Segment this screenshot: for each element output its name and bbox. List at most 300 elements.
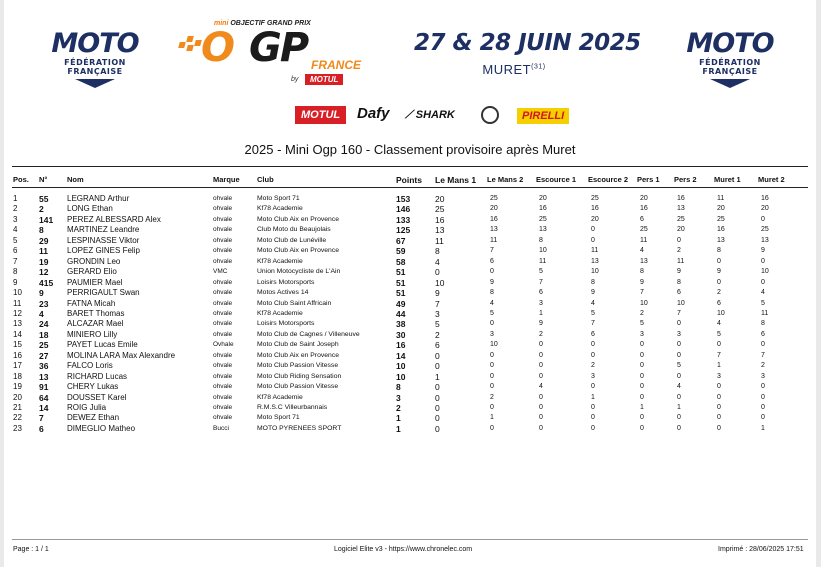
cell-lm1: 11 [435, 235, 444, 246]
cell-pers2: 2 [677, 247, 681, 255]
cell-mur1: 4 [717, 320, 721, 328]
cell-pers1: 1 [640, 404, 644, 411]
cell-esc1: 4 [539, 383, 543, 391]
cell-pos: 14 [13, 329, 22, 339]
cell-club: Loisirs Motorsports [257, 320, 315, 328]
cell-pos: 16 [13, 350, 22, 360]
cell-lm1: 0 [435, 382, 440, 393]
cell-mur1: 0 [717, 414, 721, 422]
cell-num: 19 [39, 256, 49, 267]
cell-pers1: 4 [640, 247, 644, 255]
cell-marque: Bucci [213, 424, 229, 432]
table-row [4, 267, 816, 278]
table-row [4, 309, 816, 320]
cell-marque: ohvale [213, 320, 233, 328]
cell-lm1: 0 [435, 413, 440, 424]
ffm-chevron-icon [710, 79, 750, 88]
cell-pers1: 7 [640, 289, 644, 297]
cell-mur1: 8 [717, 247, 721, 255]
cell-num: 11 [39, 246, 48, 257]
cell-num: 2 [39, 204, 44, 215]
cell-esc2: 0 [591, 226, 595, 234]
cell-esc2: 0 [591, 404, 595, 411]
cell-esc2: 4 [591, 299, 595, 307]
cell-mur1: 0 [717, 424, 721, 432]
header-lm2: Le Mans 2 [487, 175, 524, 184]
table-row [4, 361, 816, 372]
ffm-logo-right [684, 30, 776, 88]
cell-points: 51 [396, 267, 406, 278]
cell-mur2: 16 [761, 195, 769, 202]
cell-esc1: 0 [539, 341, 543, 349]
cell-points: 51 [396, 277, 406, 288]
cell-name: GERARD Elio [67, 267, 117, 277]
cell-mur2: 5 [761, 299, 765, 307]
cell-num: 27 [39, 350, 49, 361]
cell-points: 1 [396, 423, 401, 434]
cell-lm2: 16 [490, 215, 498, 223]
cell-mur2: 3 [761, 372, 765, 380]
cell-club: Moto Club Passion Vitesse [257, 383, 339, 391]
cell-mur2: 0 [761, 404, 765, 411]
cell-points: 49 [396, 298, 406, 309]
cell-name: ROIG Julia [67, 403, 107, 412]
table-row [4, 319, 816, 330]
cell-lm1: 6 [435, 340, 440, 351]
cell-lm2: 0 [490, 424, 494, 432]
cell-mur1: 0 [717, 341, 721, 349]
cell-esc2: 13 [591, 257, 599, 265]
cell-esc2: 0 [591, 424, 595, 432]
ogp-by: by [291, 76, 299, 83]
cell-pers1: 0 [640, 424, 644, 432]
cell-mur1: 2 [717, 289, 721, 297]
cell-pers2: 25 [677, 215, 685, 223]
ffm-logo-line2: FRANÇAISE [67, 67, 123, 76]
cell-mur1: 0 [717, 257, 721, 265]
cell-pers2: 6 [677, 289, 681, 297]
ogp-gp-mark: GP [249, 25, 308, 71]
cell-pers2: 0 [677, 372, 681, 380]
cell-pers2: 0 [677, 393, 681, 401]
header-mur1: Muret 1 [714, 175, 741, 184]
cell-esc1: 0 [539, 372, 543, 380]
cell-pers2: 9 [677, 268, 681, 276]
event-info [414, 30, 641, 77]
table-row [4, 225, 816, 236]
cell-name: LOPEZ GINES Felip [67, 246, 140, 256]
cell-pos: 6 [13, 246, 18, 256]
cell-points: 30 [396, 329, 406, 340]
cell-club: MOTO PYRENEES SPORT [257, 424, 342, 432]
cell-lm2: 0 [490, 372, 494, 380]
cell-mur2: 0 [761, 414, 765, 422]
cell-points: 133 [396, 214, 411, 225]
cell-points: 10 [396, 361, 406, 372]
table-row [4, 299, 816, 310]
cell-club: Moto Club Aix en Provence [257, 247, 339, 255]
cell-pers1: 0 [640, 383, 644, 391]
cell-mur2: 7 [761, 351, 765, 359]
cell-pers2: 4 [677, 383, 681, 391]
ffm-chevron-icon [75, 79, 115, 88]
cell-points: 44 [396, 308, 406, 319]
header-club: Club [257, 175, 274, 184]
cell-lm2: 0 [490, 320, 494, 328]
cell-pers2: 8 [677, 278, 681, 286]
cell-lm1: 16 [435, 214, 445, 225]
header-pers1: Pers 1 [637, 175, 660, 184]
cell-num: 24 [39, 319, 49, 330]
cell-lm2: 0 [490, 404, 494, 411]
cell-points: 3 [396, 392, 401, 403]
cell-pers1: 8 [640, 268, 644, 276]
cell-mur1: 3 [717, 372, 721, 380]
cell-name: FATNA Micah [67, 298, 116, 308]
cell-lm2: 9 [490, 278, 494, 286]
ffm-logo-word: MOTO [51, 28, 139, 59]
table-row [4, 246, 816, 257]
cell-mur1: 16 [717, 226, 725, 234]
cell-lm1: 13 [435, 225, 445, 236]
cell-name: PERRIGAULT Swan [67, 288, 140, 298]
cell-points: 8 [396, 382, 401, 393]
cell-points: 2 [396, 403, 401, 413]
cell-points: 58 [396, 256, 406, 267]
cell-lm1: 2 [435, 329, 440, 340]
cell-name: PEREZ ALBESSARD Alex [67, 214, 161, 224]
cell-club: R.M.S.C Villeurbannais [257, 404, 328, 411]
cell-marque: ohvale [213, 414, 233, 422]
cell-lm2: 5 [490, 309, 494, 317]
cell-points: 1 [396, 413, 401, 424]
cell-lm2: 1 [490, 414, 494, 422]
cell-pers2: 3 [677, 330, 681, 338]
table-row [4, 382, 816, 393]
cell-marque: ohvale [213, 247, 233, 255]
ffm-logo-word: MOTO [686, 28, 774, 59]
cell-club: Moto Club Riding Sensation [257, 372, 342, 380]
cell-lm1: 0 [435, 350, 440, 361]
cell-pos: 20 [13, 392, 22, 402]
cell-club: Moto Sport 71 [257, 195, 300, 202]
cell-lm2: 0 [490, 383, 494, 391]
cell-esc1: 0 [539, 393, 543, 401]
cell-esc1: 8 [539, 236, 543, 244]
table-row [4, 330, 816, 341]
cell-club: Moto Club Aix en Provence [257, 215, 339, 223]
footer-printed: Imprimé : 28/06/2025 17:51 [718, 546, 804, 553]
cell-pers1: 5 [640, 320, 644, 328]
cell-pos: 4 [13, 225, 18, 235]
cell-name: LONG Ethan [67, 204, 113, 214]
header-esc2: Escource 2 [588, 175, 629, 184]
cell-club: Club Moto du Beaujolais [257, 226, 331, 234]
cell-num: 9 [39, 288, 44, 299]
header-marque: Marque [213, 175, 240, 184]
cell-mur2: 2 [761, 362, 765, 370]
cell-pers2: 11 [677, 257, 685, 265]
cell-pos: 19 [13, 382, 22, 392]
cell-lm1: 8 [435, 246, 440, 257]
cell-lm2: 8 [490, 289, 494, 297]
cell-club: Moto Club Passion Vitesse [257, 362, 339, 370]
cell-lm1: 20 [435, 194, 445, 204]
cell-pers2: 0 [677, 424, 681, 432]
cell-num: 36 [39, 361, 49, 372]
cell-club: Kf78 Academie [257, 393, 303, 401]
cell-pers2: 7 [677, 309, 681, 317]
cell-lm2: 6 [490, 257, 494, 265]
table-row [4, 340, 816, 351]
cell-num: 29 [39, 235, 49, 246]
cell-pos: 18 [13, 371, 22, 381]
cell-esc2: 20 [591, 215, 599, 223]
cell-pos: 12 [13, 308, 22, 318]
event-dates: 27 & 28 JUIN 2025 [414, 30, 641, 56]
cell-club: Kf78 Academie [257, 205, 303, 213]
table-row [4, 403, 816, 414]
cell-marque: ohvale [213, 205, 233, 213]
cell-points: 125 [396, 225, 411, 236]
ffm-logo-line2: FRANÇAISE [702, 67, 758, 76]
cell-pers1: 9 [640, 278, 644, 286]
cell-lm1: 4 [435, 256, 440, 267]
cell-num: 91 [39, 382, 49, 393]
cell-mur1: 6 [717, 299, 721, 307]
cell-marque: ohvale [213, 299, 233, 307]
cell-mur2: 20 [761, 205, 769, 213]
cell-marque: ohvale [213, 226, 233, 234]
cell-esc1: 5 [539, 268, 543, 276]
cell-marque: ohvale [213, 309, 233, 317]
cell-esc2: 7 [591, 320, 595, 328]
header-esc1: Escource 1 [536, 175, 577, 184]
cell-club: Loisirs Motorsports [257, 278, 315, 286]
cell-mur1: 7 [717, 351, 721, 359]
cell-marque: ohvale [213, 257, 233, 265]
cell-marque: ohvale [213, 351, 233, 359]
ogp-france: FRANCE [311, 58, 361, 72]
cell-num: 18 [39, 329, 49, 340]
cell-points: 67 [396, 235, 406, 246]
cell-esc1: 0 [539, 362, 543, 370]
cell-marque: ohvale [213, 236, 233, 244]
cell-name: CHERY Lukas [67, 382, 119, 392]
title-divider [12, 166, 808, 167]
table-row [4, 278, 816, 289]
cell-mur2: 9 [761, 247, 765, 255]
cell-lm2: 0 [490, 362, 494, 370]
cell-club: Union Motocycliste de L'Ain [257, 268, 341, 276]
ffm-logo-line1: FÉDÉRATION [64, 58, 126, 67]
report-title: 2025 - Mini Ogp 160 - Classement provisoire après Muret [244, 142, 576, 157]
header-pers2: Pers 2 [674, 175, 697, 184]
cell-pers1: 13 [640, 257, 648, 265]
cell-name: GRONDIN Leo [67, 256, 121, 266]
cell-name: MARTINEZ Leandre [67, 225, 140, 235]
cell-marque: ohvale [213, 372, 233, 380]
table-row [4, 393, 816, 404]
cell-points: 146 [396, 204, 411, 215]
cell-lm1: 0 [435, 403, 440, 413]
cell-club: Moto Club Saint Affricain [257, 299, 332, 307]
cell-pers1: 0 [640, 414, 644, 422]
cell-pers1: 25 [640, 226, 648, 234]
cell-marque: ohvale [213, 278, 233, 286]
cell-pos: 22 [13, 413, 22, 423]
cell-lm2: 10 [490, 341, 498, 349]
ffm-logo-line1: FÉDÉRATION [699, 58, 761, 67]
cell-club: Moto Club de Cagnes / Villeneuve [257, 330, 360, 338]
cell-mur1: 0 [717, 393, 721, 401]
cell-marque: ohvale [213, 383, 233, 391]
cell-pers2: 0 [677, 341, 681, 349]
cell-lm1: 7 [435, 298, 440, 309]
cell-pers1: 16 [640, 205, 648, 213]
cell-points: 14 [396, 350, 406, 361]
cell-pos: 8 [13, 267, 18, 277]
cell-pers2: 0 [677, 414, 681, 422]
footer-page: Page : 1 / 1 [13, 546, 49, 553]
table-header [4, 175, 816, 187]
cell-esc2: 10 [591, 268, 599, 276]
cell-pos: 17 [13, 361, 22, 371]
cell-pos: 1 [13, 194, 18, 203]
cell-num: 141 [39, 214, 54, 225]
cell-mur2: 6 [761, 330, 765, 338]
cell-mur2: 8 [761, 320, 765, 328]
cell-club: Moto Club de Lunéville [257, 236, 327, 244]
cell-name: LESPINASSE Viktor [67, 235, 140, 245]
cell-pos: 10 [13, 288, 22, 298]
cell-points: 59 [396, 246, 406, 257]
cell-name: RICHARD Lucas [67, 371, 128, 381]
cell-mur1: 1 [717, 362, 721, 370]
cell-pers2: 20 [677, 226, 685, 234]
cell-num: 64 [39, 392, 49, 403]
cell-pers1: 3 [640, 330, 644, 338]
cell-pers1: 6 [640, 215, 644, 223]
cell-name: DOUSSET Karel [67, 392, 127, 402]
cell-esc2: 1 [591, 393, 595, 401]
cell-esc2: 3 [591, 372, 595, 380]
cell-lm1: 0 [435, 423, 440, 434]
cell-pos: 23 [13, 423, 22, 433]
cell-lm1: 5 [435, 319, 440, 330]
cell-num: 6 [39, 423, 44, 434]
sponsor-round-icon [481, 106, 499, 124]
cell-pers2: 13 [677, 205, 685, 213]
sponsor-motul: MOTUL [295, 106, 346, 124]
cell-esc2: 9 [591, 289, 595, 297]
cell-name: LEGRAND Arthur [67, 194, 130, 203]
cell-club: Motos Actives 14 [257, 289, 309, 297]
cell-name: FALCO Loris [67, 361, 113, 371]
cell-marque: ohvale [213, 362, 233, 370]
cell-points: 10 [396, 371, 406, 382]
cell-name: PAYET Lucas Emile [67, 340, 138, 350]
ogp-tagline: mini OBJECTIF GRAND PRIX [214, 20, 311, 27]
footer-divider [12, 539, 808, 540]
cell-mur1: 0 [717, 404, 721, 411]
cell-lm2: 25 [490, 195, 498, 202]
cell-esc2: 25 [591, 195, 599, 202]
ogp-logo [179, 18, 379, 94]
cell-mur1: 13 [717, 236, 725, 244]
cell-esc2: 2 [591, 362, 595, 370]
cell-mur2: 13 [761, 236, 769, 244]
header-points: Points [396, 175, 422, 185]
cell-lm2: 11 [490, 236, 498, 244]
cell-pers1: 10 [640, 299, 648, 307]
cell-esc2: 0 [591, 236, 595, 244]
cell-name: DEWEZ Ethan [67, 413, 120, 423]
cell-pers2: 5 [677, 362, 681, 370]
header-num: N° [39, 175, 48, 184]
cell-lm1: 3 [435, 308, 440, 319]
cell-mur2: 25 [761, 226, 769, 234]
cell-points: 38 [396, 319, 406, 330]
table-row [4, 257, 816, 268]
cell-mur2: 11 [761, 309, 769, 317]
table-row [4, 194, 816, 205]
cell-esc2: 11 [591, 247, 599, 255]
cell-esc1: 9 [539, 320, 543, 328]
cell-mur1: 9 [717, 268, 721, 276]
cell-club: Kf78 Academie [257, 309, 303, 317]
cell-esc2: 0 [591, 414, 595, 422]
cell-pers1: 0 [640, 362, 644, 370]
cell-marque: ohvale [213, 393, 233, 401]
cell-points: 153 [396, 194, 411, 204]
table-row [4, 424, 816, 435]
table-row [4, 236, 816, 247]
cell-pos: 11 [13, 298, 22, 308]
table-row [4, 413, 816, 424]
cell-mur1: 0 [717, 383, 721, 391]
cell-esc1: 25 [539, 215, 547, 223]
cell-mur2: 10 [761, 268, 769, 276]
cell-marque: ohvale [213, 289, 233, 297]
cell-esc1: 2 [539, 330, 543, 338]
cell-pos: 3 [13, 214, 18, 224]
cell-pos: 5 [13, 235, 18, 245]
header-lm1: Le Mans 1 [435, 175, 477, 185]
cell-name: MINIERO Lilly [67, 329, 118, 339]
ogp-motul-badge: MOTUL [305, 74, 343, 85]
cell-esc2: 0 [591, 351, 595, 359]
cell-pers1: 0 [640, 393, 644, 401]
cell-marque: VMC [213, 268, 228, 276]
cell-mur1: 25 [717, 215, 725, 223]
cell-pers1: 0 [640, 372, 644, 380]
cell-pers2: 0 [677, 236, 681, 244]
cell-mur2: 4 [761, 289, 765, 297]
cell-pers2: 16 [677, 195, 685, 202]
cell-pos: 15 [13, 340, 22, 350]
cell-mur2: 0 [761, 215, 765, 223]
header-pos: Pos. [13, 175, 29, 184]
cell-mur2: 0 [761, 257, 765, 265]
cell-mur1: 5 [717, 330, 721, 338]
cell-lm2: 13 [490, 226, 498, 234]
cell-pers2: 1 [677, 404, 681, 411]
cell-points: 16 [396, 340, 406, 351]
cell-marque: ohvale [213, 195, 233, 202]
cell-pers2: 10 [677, 299, 685, 307]
cell-esc1: 0 [539, 404, 543, 411]
